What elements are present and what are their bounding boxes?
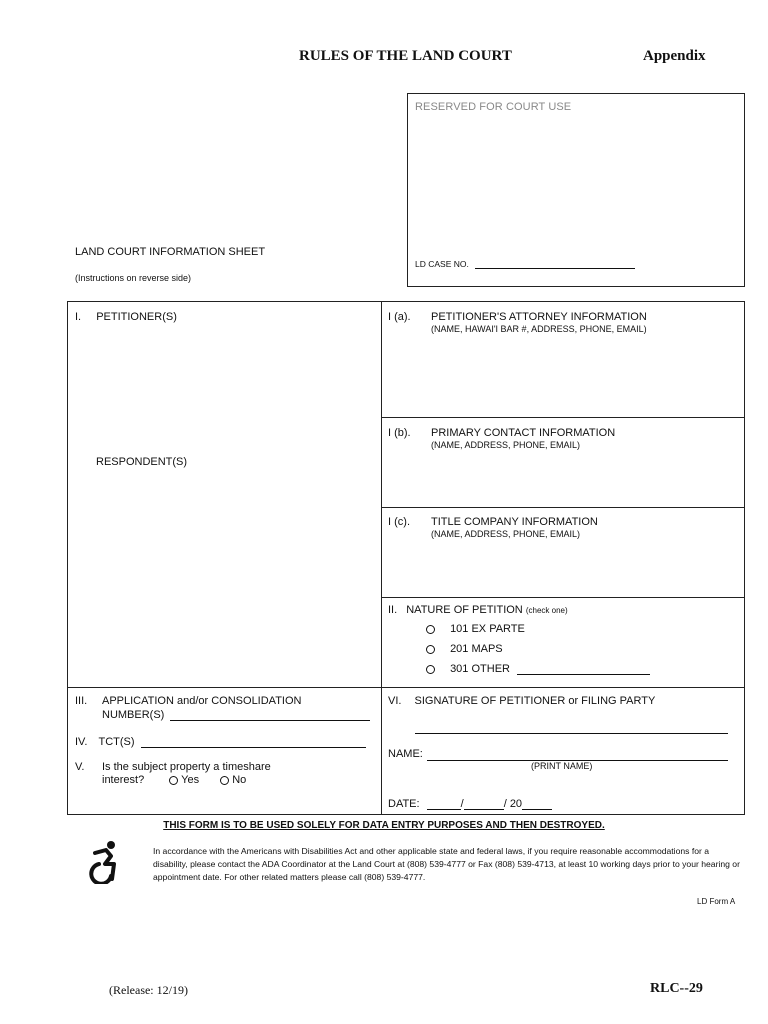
title-company-title[interactable]: TITLE COMPANY INFORMATION [431,516,598,528]
timeshare-question: Is the subject property a timeshare [102,761,271,773]
page-header-appendix: Appendix [643,48,706,64]
no-radio[interactable] [220,776,229,785]
other-line[interactable] [517,674,650,675]
section-ii-number: II. [388,604,398,616]
court-use-box [407,93,745,287]
date-day-line[interactable] [464,809,504,810]
application-number-num: III. [75,695,88,707]
option-other[interactable] [426,663,650,675]
case-number-line [475,268,635,269]
main-form-table [67,301,745,815]
other-radio[interactable] [426,665,435,674]
petitioner-section[interactable] [75,311,177,323]
row-divider [381,597,745,598]
application-number-line [170,720,370,721]
option-maps[interactable] [426,643,503,655]
page-number: RLC--29 [650,981,703,996]
no-label: No [232,774,247,786]
yes-label: Yes [181,774,200,786]
tct-field[interactable] [75,736,366,748]
yes-option[interactable] [169,774,202,786]
row-divider [381,417,745,418]
title-company-sub: (NAME, ADDRESS, PHONE, EMAIL) [431,529,581,539]
page-header-title: RULES OF THE LAND COURT [299,48,512,64]
section-ia-number: I (a). [388,311,411,323]
timeshare-question-cont: interest? [102,774,145,786]
petitioner-number: I. [75,311,82,323]
print-name-caption: (PRINT NAME) [531,761,593,771]
application-number-line1: APPLICATION and/or CONSOLIDATION [102,695,302,707]
instructions-note: (Instructions on reverse side) [75,273,192,283]
section-ib-number: I (b). [388,427,411,439]
date-label: DATE: [388,798,420,810]
primary-contact-sub: (NAME, ADDRESS, PHONE, EMAIL) [431,440,581,450]
form-id: LD Form A [697,897,736,906]
yes-radio[interactable] [169,776,178,785]
signature-line[interactable] [415,733,728,734]
attorney-info-sub: (NAME, HAWAI'I BAR #, ADDRESS, PHONE, EMAIL) [431,324,647,334]
form-title: LAND COURT INFORMATION SHEET [75,246,266,258]
row-divider [381,507,745,508]
date-field[interactable]: DATE: / / 20 [388,798,552,810]
maps-label: 201 MAPS [450,643,503,655]
petitioner-label: PETITIONER(S) [96,311,177,323]
maps-radio[interactable] [426,645,435,654]
row-divider [68,687,745,688]
date-month-line[interactable] [427,809,461,810]
court-use-label: RESERVED FOR COURT USE [415,101,572,113]
option-ex-parte[interactable] [426,623,525,635]
case-number-label: LD CASE NO. [415,259,469,269]
nature-of-petition-title: NATURE OF PETITION [406,604,523,616]
tct-number: IV. [75,736,88,748]
respondent-label[interactable]: RESPONDENT(S) [96,456,188,468]
tct-line [141,747,366,748]
release-date: (Release: 12/19) [109,983,188,997]
ex-parte-radio[interactable] [426,625,435,634]
signature-heading [388,695,655,707]
tct-label: TCT(S) [98,736,135,748]
print-name-label: NAME: [388,748,423,760]
primary-contact-title[interactable]: PRIMARY CONTACT INFORMATION [431,427,616,439]
accessibility-icon [87,840,123,884]
ada-notice-text: In accordance with the Americans with Disabilities Act and other applicable state and federal laws, if you require reasonable accommodations for a disability, please contact the ADA Coordinator at the Land Court at (808) 539-4777 or Fax (808) 539-4713, at least 10 working days prior to your hearing or appointment date. For other related matters please call (808) 539-4777. [153,846,740,882]
section-vi-number: VI. [388,695,402,707]
other-label: 301 OTHER [450,663,510,675]
check-one-note: (check one) [525,606,568,615]
date-year-line[interactable] [522,809,552,810]
ex-parte-label: 101 EX PARTE [450,623,525,635]
no-option[interactable] [220,774,246,786]
case-number-field[interactable] [415,259,635,269]
application-number-field[interactable] [102,709,370,721]
column-divider [381,302,382,814]
attorney-info-title[interactable]: PETITIONER'S ATTORNEY INFORMATION [431,311,647,323]
section-ic-number: I (c). [388,516,410,528]
timeshare-options [102,774,246,786]
signature-title: SIGNATURE OF PETITIONER or FILING PARTY [414,695,656,707]
date-year-prefix: / 20 [503,798,523,810]
nature-of-petition-heading [388,604,568,616]
timeshare-number: V. [75,761,85,773]
data-entry-notice: THIS FORM IS TO BE USED SOLELY FOR DATA ENTRY PURPOSES AND THEN DESTROYED. [163,820,605,831]
application-number-label: NUMBER(S) [102,709,165,721]
